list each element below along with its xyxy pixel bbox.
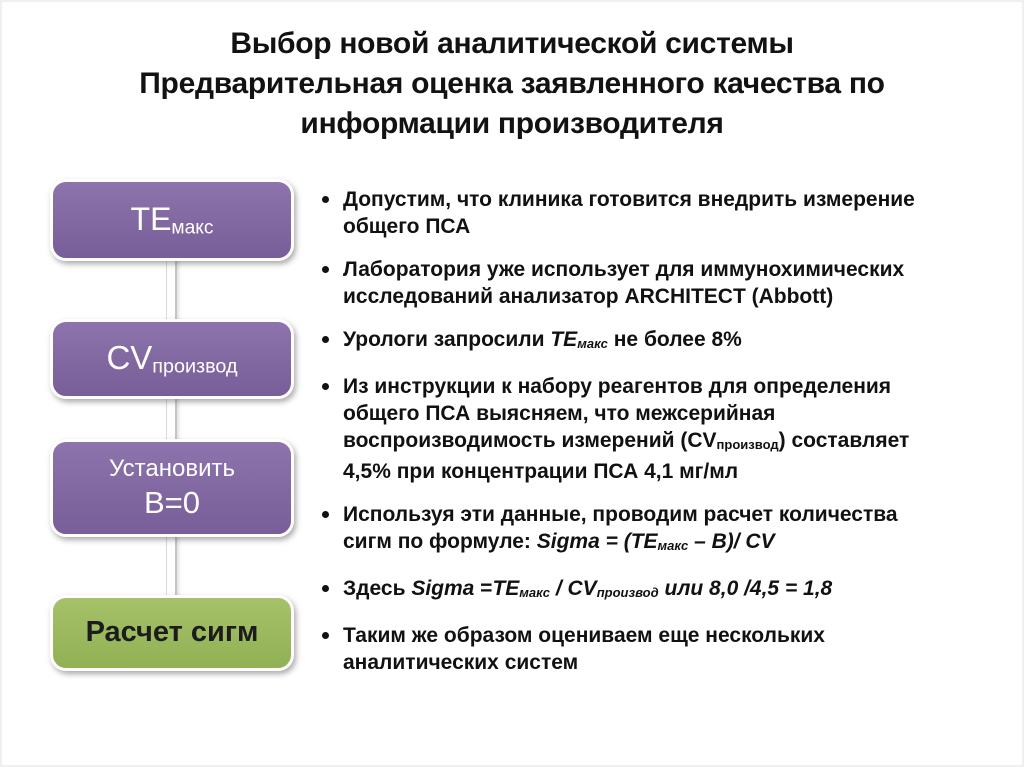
text-segment: Sigma = (ТЕ xyxy=(536,530,658,554)
title-line-2: Предварительная оценка заявленного качества по xyxy=(139,67,885,100)
text-segment: производ xyxy=(596,585,659,601)
text-segment: = xyxy=(474,577,493,601)
bullet-list xyxy=(318,186,1010,692)
text-segment: Таким же образом оцениваем еще нескольких xyxy=(343,624,825,648)
bullet-line xyxy=(343,649,1010,676)
bullet-line xyxy=(343,400,1010,427)
text-segment: макс xyxy=(171,217,214,239)
bullet-item xyxy=(318,575,1010,606)
text-segment: общего ПСА выясняем, что межсерийная xyxy=(343,402,776,426)
connector-1 xyxy=(166,249,177,329)
text-segment: Здесь xyxy=(343,577,412,601)
bullet-line xyxy=(343,283,1010,310)
text-segment: не более 8% xyxy=(607,328,742,351)
title-line-3: информации производителя xyxy=(300,107,724,140)
text-segment: макс xyxy=(657,538,689,554)
text-segment: / CV xyxy=(550,577,597,601)
text-segment: общего ПСА xyxy=(343,215,471,238)
node-label-line xyxy=(109,455,235,483)
text-segment: исследований анализатор ARCHITECT (Abbott) xyxy=(343,285,834,308)
text-segment: или 8,0 /4,5 = 1,8 xyxy=(658,577,833,601)
text-segment: Расчет сигм xyxy=(85,616,259,649)
text-segment: Лаборатория уже использует для иммунохимических xyxy=(343,258,905,281)
bullet-line xyxy=(343,326,1010,357)
bullet-line xyxy=(343,501,1010,528)
text-segment: ТЕ xyxy=(550,328,578,351)
text-segment: Используя эти данные, проводим расчет количества xyxy=(343,503,898,527)
node-label-line xyxy=(106,339,237,378)
bullet-line xyxy=(343,528,1010,559)
text-segment: 4,5% при концентрации ПСА 4,1 мг/мл xyxy=(343,460,739,484)
text-segment: CV xyxy=(106,339,153,377)
text-segment: производ xyxy=(152,355,238,378)
text-segment: ТЕ xyxy=(130,200,172,237)
text-segment: макс xyxy=(519,585,550,601)
text-segment: воспроизводимость измерений (CV xyxy=(343,429,717,453)
flow-node-cv-manufacturer xyxy=(50,319,294,399)
text-segment: сигм по формуле: xyxy=(343,530,537,554)
title-line-1: Выбор новой аналитической системы xyxy=(230,27,794,60)
text-segment: макс xyxy=(577,336,608,352)
flow-node-set-bias-zero xyxy=(50,439,294,537)
node-label-line xyxy=(86,616,259,649)
text-segment: аналитических систем xyxy=(343,651,579,675)
text-segment: В=0 xyxy=(143,484,201,520)
bullet-line xyxy=(343,256,1010,283)
flowchart xyxy=(50,179,294,671)
node-label-line xyxy=(144,485,200,521)
text-segment: ) составляет xyxy=(778,429,910,453)
text-segment: Допустим, что клиника готовится внедрить измерение xyxy=(343,188,915,211)
bullet-line xyxy=(343,186,1010,213)
bullet-line xyxy=(343,213,1010,240)
text-segment: Установить xyxy=(109,455,235,483)
flow-node-sigma-calculation xyxy=(50,595,294,671)
bullet-line xyxy=(343,373,1010,400)
flow-node-te-max xyxy=(50,179,294,261)
text-segment: Из инструкции к набору реагентов для определения xyxy=(343,375,892,399)
text-segment: Sigma xyxy=(411,577,475,601)
bullet-line xyxy=(343,575,1010,606)
text-segment: ТЕ xyxy=(492,577,520,601)
bullet-line xyxy=(343,458,1010,485)
text-segment: производ xyxy=(716,437,779,453)
bullet-item xyxy=(318,186,1010,240)
text-segment: – B)/ CV xyxy=(688,530,775,554)
bullet-line xyxy=(343,427,1010,458)
text-segment: Урологи запросили xyxy=(343,328,551,351)
bullet-item xyxy=(318,373,1010,485)
bullet-item xyxy=(318,326,1010,357)
bullet-line xyxy=(343,622,1010,649)
bullet-item xyxy=(318,501,1010,559)
bullet-item xyxy=(318,256,1010,310)
bullet-item xyxy=(318,622,1010,676)
slide-title xyxy=(22,24,1002,144)
node-label-line xyxy=(131,201,214,240)
